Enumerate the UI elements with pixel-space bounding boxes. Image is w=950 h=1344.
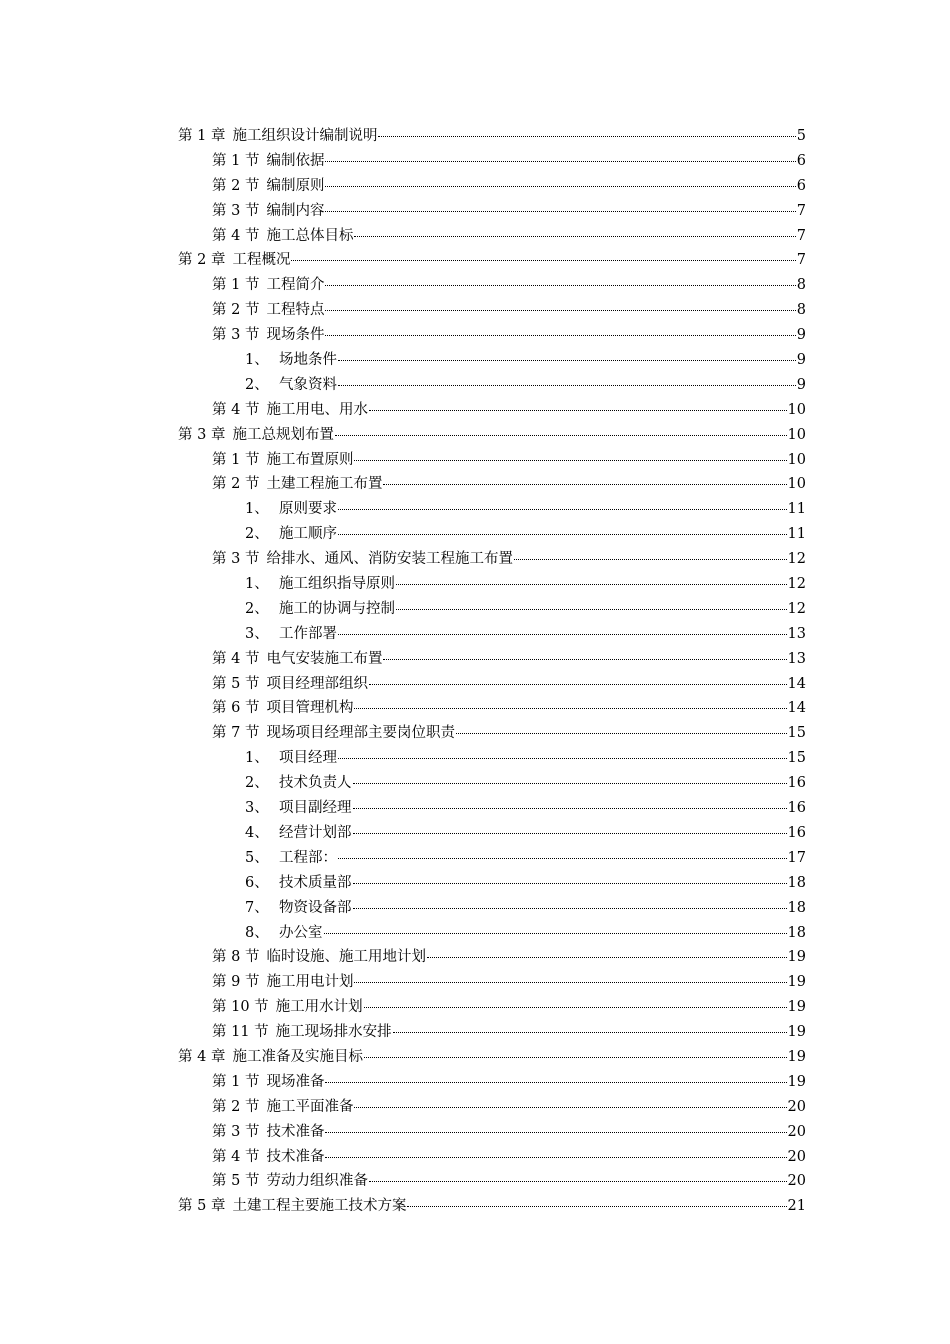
toc-section-entry[interactable] (178, 323, 806, 348)
toc-entry-title: 施工准备及实施目标 (232, 1048, 363, 1065)
toc-entry-number: 第 4 节 (212, 401, 260, 418)
toc-entry-title: 气象资料 (279, 376, 337, 393)
toc-dot-leader (354, 982, 786, 983)
toc-entry-number: 第 1 节 (212, 451, 260, 468)
toc-dot-leader (396, 584, 787, 585)
toc-entry-title: 施工总体目标 (266, 227, 354, 244)
toc-item-entry[interactable] (178, 597, 806, 622)
toc-page-number: 14 (787, 675, 806, 692)
toc-entry-title: 施工顺序 (279, 526, 337, 543)
toc-dot-leader (383, 484, 786, 485)
toc-entry-title: 施工总规划布置 (232, 426, 334, 443)
toc-entry-number: 第 2 节 (212, 1098, 260, 1115)
toc-dot-leader (364, 1057, 787, 1058)
toc-entry-number: 第 4 节 (212, 227, 260, 244)
toc-entry-number: 第 11 节 (212, 1024, 269, 1041)
toc-entry-number: 第 2 节 (212, 177, 260, 194)
toc-page-number: 18 (787, 924, 806, 941)
toc-section-entry[interactable] (178, 547, 806, 572)
toc-section-entry[interactable] (178, 995, 806, 1020)
toc-dot-leader (369, 1181, 787, 1182)
toc-page-number: 20 (787, 1173, 806, 1190)
toc-dot-leader (325, 1132, 786, 1133)
toc-entry-number: 7、 (245, 899, 269, 916)
toc-entry-number: 第 4 节 (212, 1148, 260, 1165)
toc-entry-number: 第 2 章 (178, 252, 226, 269)
toc-item-entry[interactable] (178, 871, 806, 896)
toc-entry-title: 电气安装施工布置 (266, 650, 383, 667)
toc-entry-number: 1、 (245, 750, 269, 767)
toc-dot-leader (353, 883, 787, 884)
toc-page-number: 19 (787, 1073, 806, 1090)
toc-item-entry[interactable] (178, 572, 806, 597)
toc-entry-number: 第 3 节 (212, 551, 260, 568)
toc-section-entry[interactable] (178, 174, 806, 199)
toc-entry-number: 第 1 节 (212, 152, 260, 169)
toc-page-number: 17 (787, 849, 806, 866)
toc-section-entry[interactable] (178, 1120, 806, 1145)
toc-dot-leader (325, 1082, 786, 1083)
toc-dot-leader (378, 136, 795, 137)
toc-dot-leader (427, 957, 787, 958)
toc-entry-title: 场地条件 (279, 352, 337, 369)
toc-entry-title: 项目管理机构 (266, 700, 354, 717)
toc-entry-title: 土建工程施工布置 (266, 476, 383, 493)
toc-page-number: 21 (787, 1198, 806, 1215)
toc-dot-leader (369, 410, 787, 411)
toc-dot-leader (325, 1157, 786, 1158)
toc-entry-number: 3、 (245, 625, 269, 642)
toc-entry-title: 原则要求 (279, 501, 337, 518)
toc-dot-leader (353, 833, 787, 834)
toc-dot-leader (325, 335, 795, 336)
toc-page-number: 7 (796, 227, 806, 244)
toc-page-number: 20 (787, 1098, 806, 1115)
toc-dot-leader (353, 783, 787, 784)
toc-entry-title: 施工用电计划 (266, 974, 354, 991)
toc-page-number: 10 (787, 476, 806, 493)
toc-page-number: 16 (787, 800, 806, 817)
toc-dot-leader (353, 908, 787, 909)
toc-entry-title: 现场准备 (266, 1073, 325, 1090)
toc-entry-number: 第 4 节 (212, 650, 260, 667)
toc-entry-number: 第 5 节 (212, 1173, 260, 1190)
toc-section-entry[interactable] (178, 1070, 806, 1095)
toc-page-number: 13 (787, 625, 806, 642)
toc-dot-leader (514, 559, 787, 560)
toc-dot-leader (325, 310, 795, 311)
toc-dot-leader (325, 211, 795, 212)
toc-entry-title: 土建工程主要施工技术方案 (232, 1198, 407, 1215)
toc-page-number: 20 (787, 1123, 806, 1140)
toc-entry-number: 第 2 节 (212, 302, 260, 319)
toc-entry-title: 施工用水计划 (275, 999, 363, 1016)
toc-item-entry[interactable] (178, 497, 806, 522)
toc-item-entry[interactable] (178, 896, 806, 921)
toc-entry-number: 1、 (245, 501, 269, 518)
toc-section-entry[interactable] (178, 224, 806, 249)
toc-entry-number: 2、 (245, 775, 269, 792)
toc-entry-number: 8、 (245, 924, 269, 941)
toc-page-number: 6 (796, 177, 806, 194)
toc-dot-leader (338, 385, 796, 386)
toc-page-number: 6 (796, 152, 806, 169)
toc-dot-leader (338, 858, 787, 859)
toc-item-entry[interactable] (178, 846, 806, 871)
toc-dot-leader (354, 1107, 786, 1108)
toc-page-number: 15 (787, 725, 806, 742)
toc-dot-leader (325, 186, 795, 187)
toc-entry-title: 项目经理部组织 (266, 675, 368, 692)
toc-page-number: 19 (787, 999, 806, 1016)
toc-page-number: 19 (787, 1048, 806, 1065)
toc-section-entry[interactable] (178, 647, 806, 672)
toc-page-number: 7 (796, 252, 806, 269)
toc-entry-number: 第 8 节 (212, 949, 260, 966)
toc-dot-leader (369, 684, 787, 685)
toc-dot-leader (353, 808, 787, 809)
toc-section-entry[interactable] (178, 696, 806, 721)
toc-entry-number: 第 10 节 (212, 999, 269, 1016)
toc-entry-number: 第 1 章 (178, 128, 226, 144)
toc-entry-title: 编制依据 (266, 152, 325, 169)
toc-chapter-entry[interactable] (178, 124, 806, 149)
toc-entry-title: 经营计划部 (279, 824, 352, 841)
toc-section-entry[interactable] (178, 721, 806, 746)
toc-dot-leader (338, 758, 787, 759)
toc-section-entry[interactable] (178, 945, 806, 970)
toc-entry-title: 技术负责人 (279, 775, 352, 792)
toc-dot-leader (338, 534, 787, 535)
toc-dot-leader (456, 733, 787, 734)
toc-section-entry[interactable] (178, 472, 806, 497)
toc-entry-number: 第 3 节 (212, 202, 260, 219)
toc-dot-leader (338, 634, 787, 635)
toc-page-number: 18 (787, 899, 806, 916)
toc-page-number: 9 (796, 327, 806, 344)
toc-section-entry[interactable] (178, 970, 806, 995)
toc-entry-title: 工作部署 (279, 625, 337, 642)
toc-dot-leader (354, 236, 795, 237)
toc-page-number: 11 (787, 526, 806, 543)
toc-entry-title: 工程特点 (266, 302, 325, 319)
toc-dot-leader (383, 659, 786, 660)
toc-dot-leader (338, 509, 787, 510)
toc-item-entry[interactable] (178, 771, 806, 796)
toc-entry-number: 第 2 节 (212, 476, 260, 493)
toc-dot-leader (407, 1206, 786, 1207)
toc-section-entry[interactable] (178, 398, 806, 423)
toc-page-number: 16 (787, 824, 806, 841)
toc-entry-title: 施工布置原则 (266, 451, 354, 468)
table-of-contents (178, 124, 806, 1219)
toc-item-entry[interactable] (178, 821, 806, 846)
toc-item-entry[interactable] (178, 796, 806, 821)
toc-page-number: 19 (787, 1024, 806, 1041)
toc-entry-title: 物资设备部 (279, 899, 352, 916)
toc-entry-title: 办公室 (279, 924, 323, 941)
toc-dot-leader (396, 609, 787, 610)
toc-entry-number: 4、 (245, 824, 269, 841)
toc-chapter-entry[interactable] (178, 1045, 806, 1070)
toc-entry-number: 第 7 节 (212, 725, 260, 742)
toc-entry-number: 第 3 章 (178, 426, 226, 443)
toc-entry-number: 2、 (245, 376, 269, 393)
toc-entry-title: 施工组织设计编制说明 (232, 128, 378, 144)
toc-item-entry[interactable] (178, 348, 806, 373)
toc-entry-title: 劳动力组织准备 (266, 1173, 368, 1190)
toc-item-entry[interactable] (178, 622, 806, 647)
toc-section-entry[interactable] (178, 1095, 806, 1120)
toc-entry-title: 技术准备 (266, 1148, 325, 1165)
toc-chapter-entry[interactable] (178, 1194, 806, 1219)
toc-entry-number: 第 3 节 (212, 327, 260, 344)
toc-dot-leader (335, 435, 787, 436)
toc-entry-number: 5、 (245, 849, 269, 866)
toc-entry-title: 项目副经理 (279, 800, 352, 817)
toc-dot-leader (364, 1007, 787, 1008)
toc-dot-leader (354, 708, 786, 709)
toc-entry-number: 第 5 章 (178, 1198, 226, 1215)
toc-page-number: 9 (796, 376, 806, 393)
toc-dot-leader (393, 1032, 787, 1033)
toc-section-entry[interactable] (178, 1169, 806, 1194)
toc-page-number: 19 (787, 949, 806, 966)
toc-entry-title: 临时设施、施工用地计划 (266, 949, 426, 966)
toc-entry-title: 编制内容 (266, 202, 325, 219)
toc-page-number: 12 (787, 551, 806, 568)
toc-item-entry[interactable] (178, 522, 806, 547)
toc-entry-number: 1、 (245, 576, 269, 593)
toc-page-number: 19 (787, 974, 806, 991)
toc-entry-number: 3、 (245, 800, 269, 817)
toc-entry-title: 工程概况 (232, 252, 291, 269)
toc-dot-leader (325, 285, 795, 286)
toc-entry-title: 施工组织指导原则 (279, 576, 395, 593)
toc-item-entry[interactable] (178, 921, 806, 946)
toc-chapter-entry[interactable] (178, 423, 806, 448)
toc-section-entry[interactable] (178, 1145, 806, 1170)
toc-dot-leader (338, 360, 796, 361)
toc-entry-title: 项目经理 (279, 750, 337, 767)
toc-page-number: 8 (796, 277, 806, 294)
toc-page-number: 8 (796, 302, 806, 319)
toc-entry-number: 2、 (245, 600, 269, 617)
toc-entry-title: 给排水、通风、消防安装工程施工布置 (266, 551, 513, 568)
toc-item-entry[interactable] (178, 373, 806, 398)
toc-item-entry[interactable] (178, 746, 806, 771)
toc-page-number: 7 (796, 202, 806, 219)
toc-entry-number: 2、 (245, 526, 269, 543)
toc-page-number: 18 (787, 874, 806, 891)
toc-entry-title: 工程部： (279, 849, 337, 866)
toc-section-entry[interactable] (178, 448, 806, 473)
toc-entry-number: 1、 (245, 352, 269, 369)
toc-entry-number: 第 3 节 (212, 1123, 260, 1140)
toc-entry-number: 第 1 节 (212, 277, 260, 294)
toc-entry-number: 第 5 节 (212, 675, 260, 692)
toc-page-number: 10 (787, 451, 806, 468)
toc-entry-title: 现场项目经理部主要岗位职责 (266, 725, 455, 742)
toc-section-entry[interactable] (178, 199, 806, 224)
toc-section-entry[interactable] (178, 149, 806, 174)
toc-entry-title: 施工平面准备 (266, 1098, 354, 1115)
toc-dot-leader (291, 260, 795, 261)
toc-entry-title: 施工现场排水安排 (275, 1024, 392, 1041)
toc-dot-leader (354, 460, 786, 461)
toc-page-number: 14 (787, 700, 806, 717)
toc-entry-number: 第 6 节 (212, 700, 260, 717)
toc-section-entry[interactable] (178, 672, 806, 697)
toc-section-entry[interactable] (178, 1020, 806, 1045)
toc-entry-number: 第 4 章 (178, 1048, 226, 1065)
toc-page-number: 15 (787, 750, 806, 767)
toc-page-number: 10 (787, 426, 806, 443)
toc-entry-number: 第 1 节 (212, 1073, 260, 1090)
toc-page-number: 9 (796, 352, 806, 369)
toc-entry-title: 现场条件 (266, 327, 325, 344)
toc-page-number: 16 (787, 775, 806, 792)
toc-chapter-entry[interactable] (178, 248, 806, 273)
toc-section-entry[interactable] (178, 273, 806, 298)
toc-page-number: 10 (787, 401, 806, 418)
toc-section-entry[interactable] (178, 298, 806, 323)
toc-entry-title: 技术质量部 (279, 874, 352, 891)
toc-entry-number: 6、 (245, 874, 269, 891)
toc-entry-title: 施工的协调与控制 (279, 600, 395, 617)
toc-page-number: 20 (787, 1148, 806, 1165)
toc-dot-leader (325, 161, 795, 162)
toc-page-number: 12 (787, 600, 806, 617)
toc-dot-leader (324, 933, 787, 934)
toc-page-number: 13 (787, 650, 806, 667)
toc-entry-title: 施工用电、用水 (266, 401, 368, 418)
toc-entry-title: 工程简介 (266, 277, 325, 294)
toc-page-number: 12 (787, 576, 806, 593)
toc-entry-number: 第 9 节 (212, 974, 260, 991)
toc-page-number: 5 (796, 128, 806, 144)
toc-entry-title: 编制原则 (266, 177, 325, 194)
toc-entry-title: 技术准备 (266, 1123, 325, 1140)
toc-page-number: 11 (787, 501, 806, 518)
